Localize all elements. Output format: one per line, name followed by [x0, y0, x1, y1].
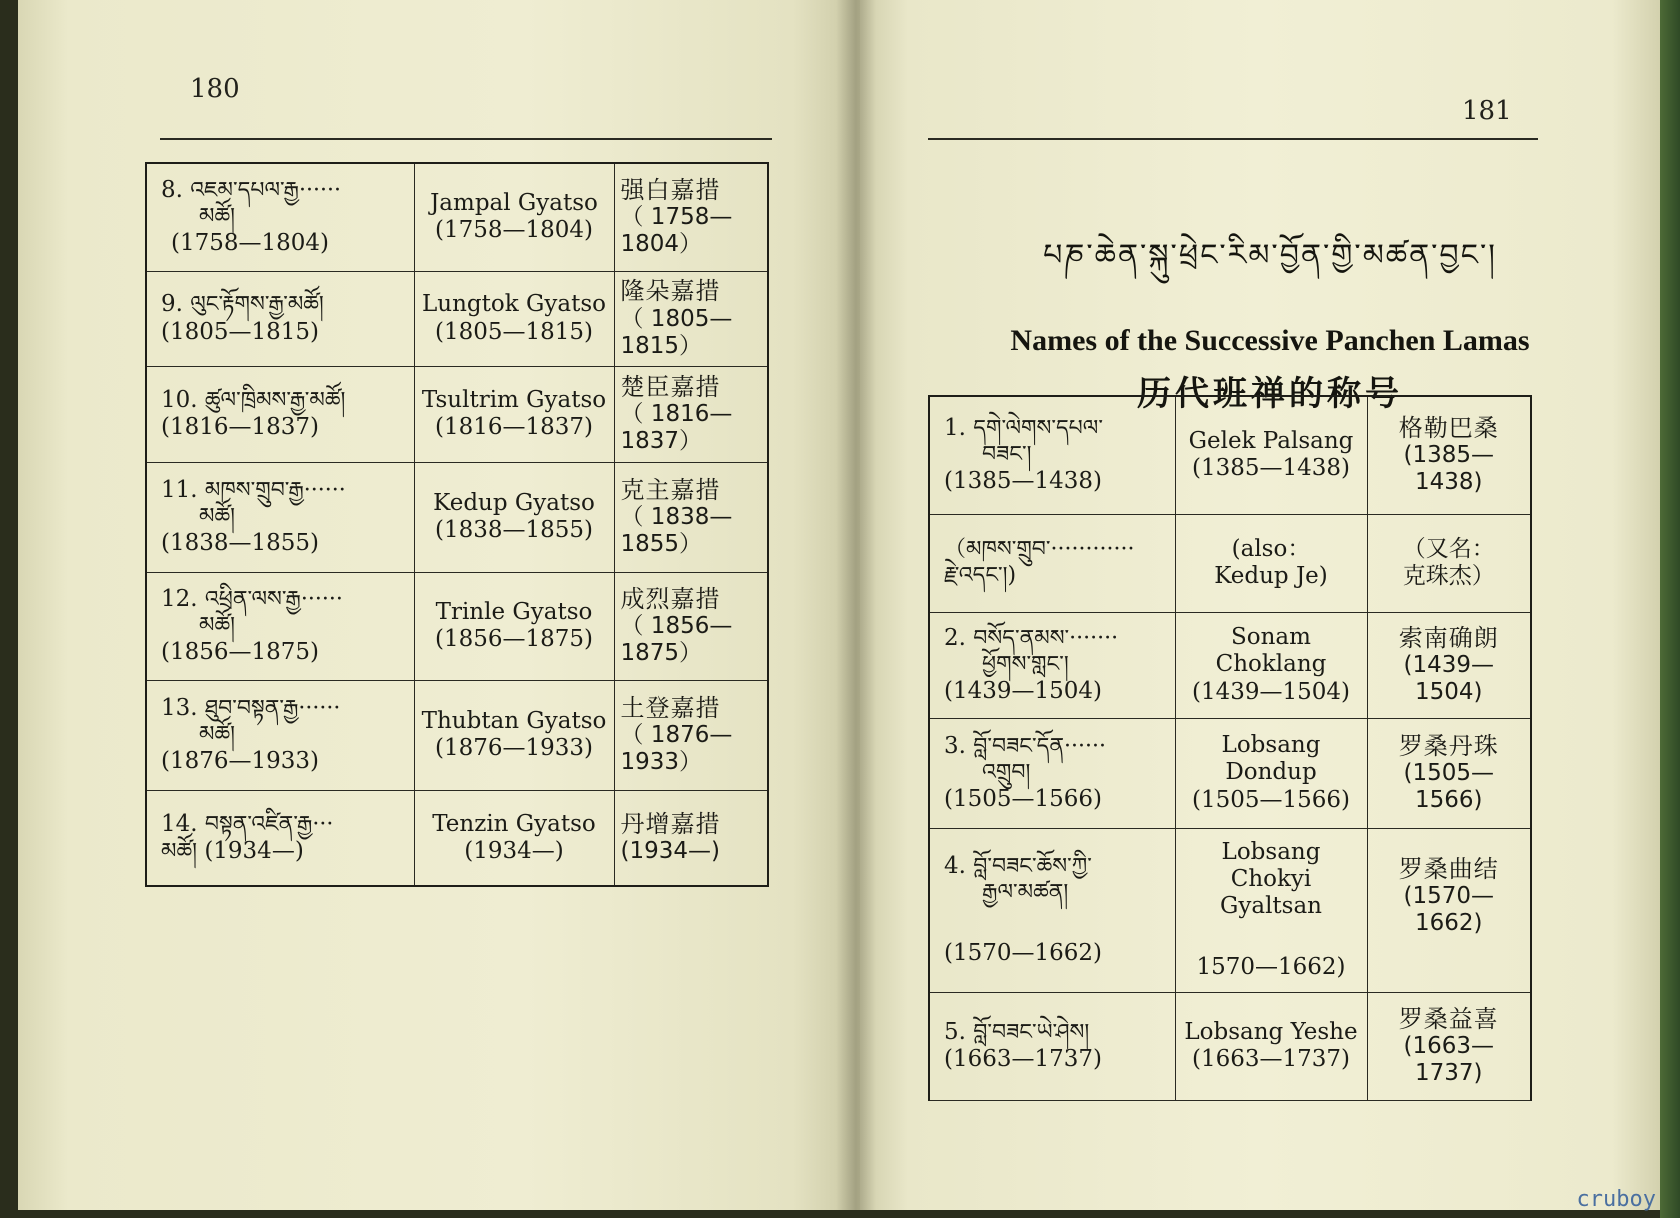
english-name-cell: Lobsang Chokyi Gyaltsan 1570—1662)	[1175, 828, 1367, 992]
panchen-lama-table	[928, 395, 1532, 1101]
right-header-rule	[928, 138, 1538, 140]
watermark-text: cruboy	[1576, 1187, 1656, 1212]
table-row	[146, 271, 768, 366]
chinese-name-cell: 隆朵嘉措 （ 1805— 1815）	[614, 271, 768, 366]
english-name-cell: Gelek Palsang (1385—1438)	[1175, 396, 1367, 514]
english-name-cell: Lungtok Gyatso (1805—1815)	[414, 271, 614, 366]
english-name-cell: Thubtan Gyatso (1876—1933)	[414, 680, 614, 790]
left-page-number: 180	[190, 74, 240, 104]
english-name-cell: Sonam Choklang (1439—1504)	[1175, 612, 1367, 718]
english-alias-cell: (also： Kedup Je)	[1175, 514, 1367, 612]
tibetan-alias-cell: （མཁས་གྲུབ་············ རྗེ་འདང་།)	[929, 514, 1175, 612]
dalai-lama-table	[145, 162, 769, 887]
chinese-name-cell: 土登嘉措 （ 1876— 1933）	[614, 680, 768, 790]
book-edge	[1660, 0, 1680, 1218]
table-row	[146, 366, 768, 462]
tibetan-name-cell: 12. འཕྲིན་ལས་རྒྱ······ མཚོ། (1856—1875)	[146, 572, 414, 680]
chinese-name-cell: 罗桑曲结 (1570—1662)	[1367, 828, 1531, 992]
tibetan-name-cell: 8. འཇམ་དཔལ་རྒྱ······ མཚོ། (1758—1804)	[146, 163, 414, 271]
chinese-name-cell: 罗桑益喜 (1663—1737)	[1367, 992, 1531, 1100]
table-row	[929, 514, 1531, 612]
chinese-name-cell: 索南确朗 (1439—1504)	[1367, 612, 1531, 718]
tibetan-name-cell: 2. བསོད་ནམས་······· ཕྱོགས་གླང་། (1439—1504)	[929, 612, 1175, 718]
table-row	[146, 790, 768, 886]
english-name-cell: Tsultrim Gyatso (1816—1837)	[414, 366, 614, 462]
english-name-cell: Lobsang Dondup (1505—1566)	[1175, 718, 1367, 828]
chinese-name-cell: 强白嘉措 （ 1758— 1804）	[614, 163, 768, 271]
tibetan-name-cell: 14. བསྟན་འཛིན་རྒྱ··· མཚོ། (1934—)	[146, 790, 414, 886]
english-name-cell: Tenzin Gyatso (1934—)	[414, 790, 614, 886]
chinese-name-cell: 丹增嘉措 (1934—)	[614, 790, 768, 886]
table-row	[929, 828, 1531, 992]
table-row	[146, 163, 768, 271]
chinese-name-cell: 克主嘉措 （ 1838— 1855）	[614, 462, 768, 572]
left-header-rule	[160, 138, 772, 140]
table-row	[929, 718, 1531, 828]
tibetan-name-cell: 1. དགེ་ལེགས་དཔལ་ བཟང་། (1385—1438)	[929, 396, 1175, 514]
chinese-name-cell: 成烈嘉措 （ 1856— 1875）	[614, 572, 768, 680]
chinese-name-cell: 格勒巴桑 (1385—1438)	[1367, 396, 1531, 514]
table-row	[146, 462, 768, 572]
tibetan-name-cell: 9. ལུང་རྟོགས་རྒྱ་མཚོ། (1805—1815)	[146, 271, 414, 366]
chinese-name-cell: 楚臣嘉措 （ 1816— 1837）	[614, 366, 768, 462]
title-tibetan: པཎ་ཆེན་སྐུ་ཕྲེང་རིམ་བྱོན་གྱི་མཚན་བྱང་།	[1043, 238, 1497, 273]
table-row	[929, 992, 1531, 1100]
right-page-number: 181	[1462, 96, 1512, 126]
chinese-name-cell: 罗桑丹珠 (1505—1566)	[1367, 718, 1531, 828]
english-name-cell: Trinle Gyatso (1856—1875)	[414, 572, 614, 680]
table-row	[146, 572, 768, 680]
english-name-cell: Kedup Gyatso (1838—1855)	[414, 462, 614, 572]
chinese-alias-cell: （又名： 克珠杰）	[1367, 514, 1531, 612]
title-block	[910, 222, 1630, 415]
table-row	[146, 680, 768, 790]
tibetan-name-cell: 10. ཚུལ་ཁྲིམས་རྒྱ་མཚོ། (1816—1837)	[146, 366, 414, 462]
english-name-cell: Jampal Gyatso (1758—1804)	[414, 163, 614, 271]
book-gutter	[836, 0, 876, 1210]
table-row	[929, 612, 1531, 718]
tibetan-name-cell: 13. ཐུབ་བསྟན་རྒྱ······ མཚོ། (1876—1933)	[146, 680, 414, 790]
title-english: Names of the Successive Panchen Lamas	[1010, 324, 1530, 357]
tibetan-name-cell: 11. མཁས་གྲུབ་རྒྱ······ མཚོ། (1838—1855)	[146, 462, 414, 572]
title-chinese: 历代班禅的称号	[1137, 374, 1403, 414]
english-name-cell: Lobsang Yeshe (1663—1737)	[1175, 992, 1367, 1100]
table-row	[929, 396, 1531, 514]
tibetan-name-cell: 5. བློ་བཟང་ཡེ་ཤེས། (1663—1737)	[929, 992, 1175, 1100]
tibetan-name-cell: 3. བློ་བཟང་དོན······ འགྲུབ། (1505—1566)	[929, 718, 1175, 828]
tibetan-name-cell: 4. བློ་བཟང་ཆོས་ཀྱི་ རྒྱལ་མཚན། (1570—1662)	[929, 828, 1175, 992]
